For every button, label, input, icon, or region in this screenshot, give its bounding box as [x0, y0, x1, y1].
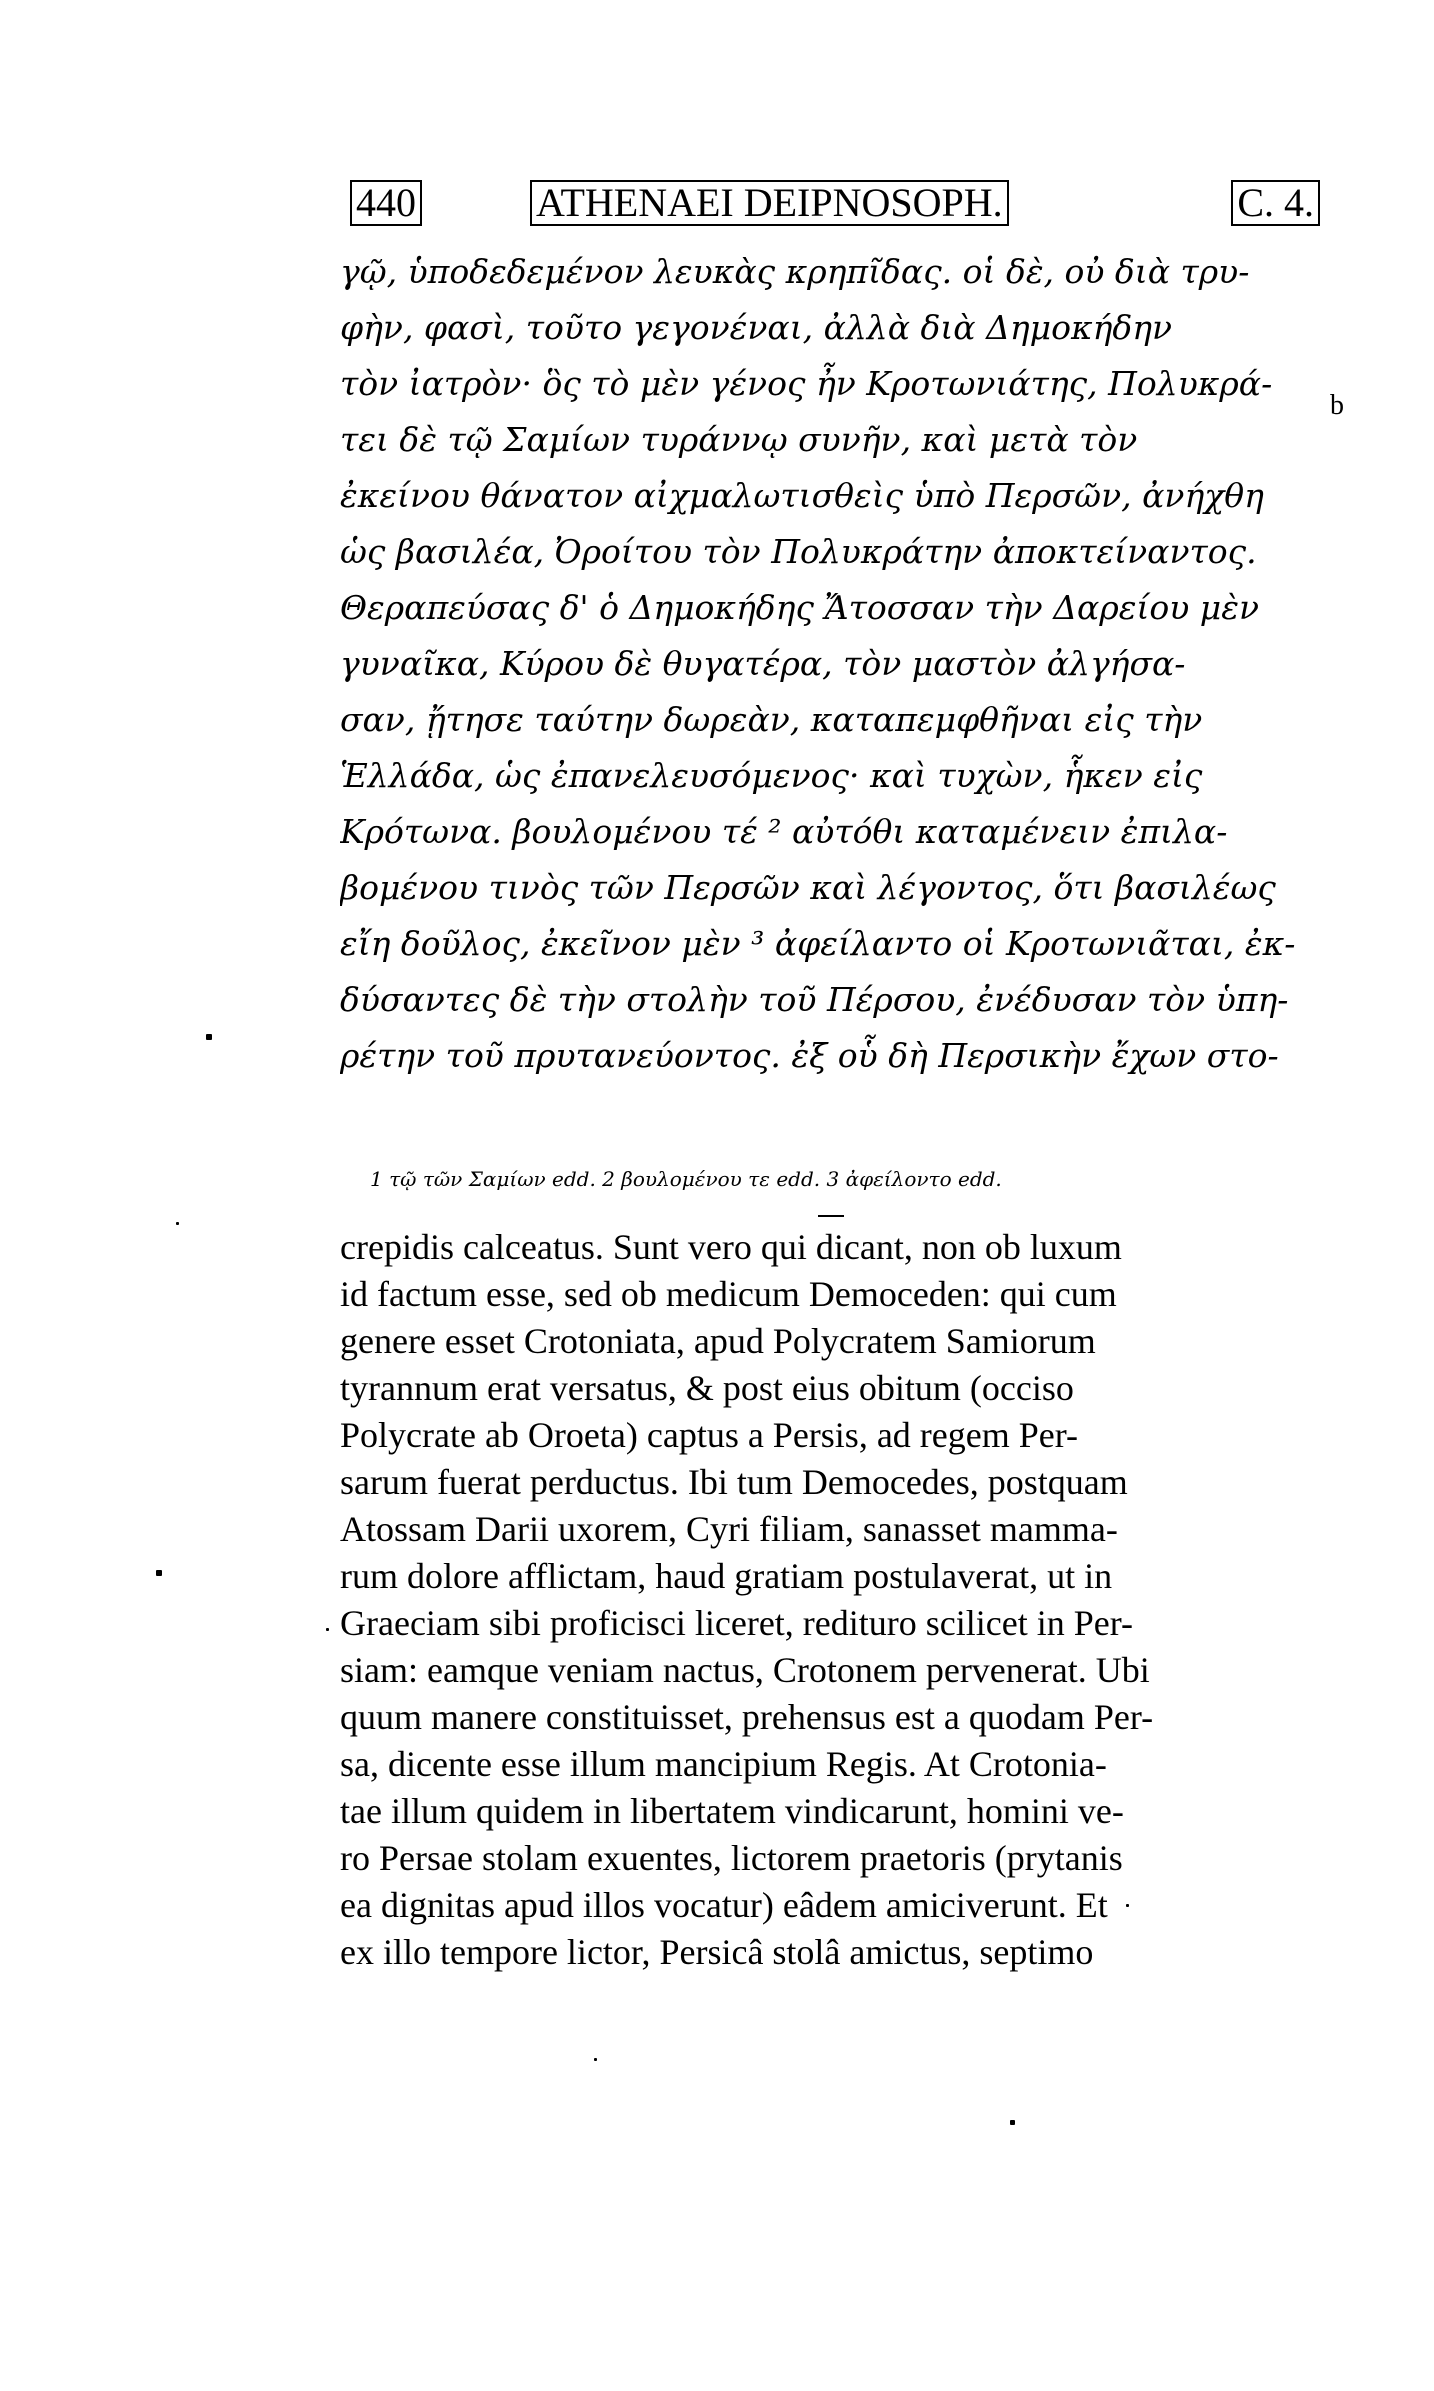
latin-line: siam: eamque veniam nactus, Crotonem pervenerat. Ubi [340, 1650, 1150, 1690]
greek-line: Κρότωνα. βουλομένου τέ ² αὐτόθι καταμένειν ἐπιλα- [340, 812, 1228, 851]
latin-line: ex illo tempore lictor, Persicâ stolâ amictus, septimo [340, 1932, 1094, 1972]
greek-line: ρέτην τοῦ πρυτανεύοντος. ἐξ οὗ δὴ Περσικὴν ἔχων στο- [340, 1036, 1279, 1075]
margin-letter: b [1330, 390, 1344, 421]
latin-line: rum dolore afflictam, haud gratiam postulaverat, ut in [340, 1556, 1113, 1596]
latin-line: Graeciam sibi proficisci liceret, redituro scilicet in Per- [340, 1603, 1133, 1643]
greek-line: Θεραπεύσας δ' ὁ Δημοκήδης Ἄτοσσαν τὴν Δαρείου μὲν [340, 588, 1260, 627]
latin-line: Atossam Darii uxorem, Cyri filiam, sanasset mamma- [340, 1509, 1118, 1549]
speck [176, 1222, 179, 1225]
latin-line: crepidis calceatus. Sunt vero qui dicant, non ob luxum [340, 1227, 1122, 1267]
latin-line: Polycrate ab Oroeta) captus a Persis, ad regem Per- [340, 1415, 1078, 1455]
latin-line: genere esset Crotoniata, apud Polycratem Samiorum [340, 1321, 1096, 1361]
greek-line: δύσαντες δὲ τὴν στολὴν τοῦ Πέρσου, ἐνέδυσαν τὸν ὑπη- [340, 980, 1289, 1019]
greek-text-block [340, 244, 1320, 1084]
greek-line: βομένου τινὸς τῶν Περσῶν καὶ λέγοντος, ὅτι βασιλέως [340, 868, 1276, 907]
greek-line: εἴη δοῦλος, ἐκεῖνον μὲν ³ ἀφείλαντο οἱ Κροτωνιᾶται, ἐκ- [340, 924, 1296, 963]
latin-line: ea dignitas apud illos vocatur) eâdem amiciverunt. Et [340, 1885, 1108, 1925]
latin-line: quum manere constituisset, prehensus est a quodam Per- [340, 1697, 1154, 1737]
greek-line: Ἑλλάδα, ὡς ἐπανελευσόμενος· καὶ τυχὼν, ἧκεν εἰς [340, 756, 1203, 795]
latin-line: ro Persae stolam exuentes, lictorem praetoris (prytanis [340, 1838, 1123, 1878]
running-title: ATHENAEI DEIPNOSOPH. [530, 180, 1009, 226]
chapter-marker: C. 4. [1231, 180, 1320, 226]
latin-line: sa, dicente esse illum mancipium Regis. At Crotonia- [340, 1744, 1107, 1784]
speck [326, 1628, 329, 1631]
speck [156, 1570, 162, 1576]
speck [1010, 2120, 1015, 2125]
speck [594, 2058, 597, 2061]
separator-rule [818, 1215, 844, 1217]
latin-line: tyrannum erat versatus, & post eius obitum (occiso [340, 1368, 1074, 1408]
latin-line: tae illum quidem in libertatem vindicarunt, homini ve- [340, 1791, 1124, 1831]
greek-line: γῷ, ὑποδεδεμένον λευκὰς κρηπῖδας. οἱ δὲ, οὐ διὰ τρυ- [340, 252, 1250, 291]
greek-line: γυναῖκα, Κύρου δὲ θυγατέρα, τὸν μαστὸν ἀλγήσα- [340, 644, 1186, 683]
greek-line: τει δὲ τῷ Σαμίων τυράννῳ συνῆν, καὶ μετὰ τὸν [340, 420, 1138, 459]
greek-line: φὴν, φασὶ, τοῦτο γεγονέναι, ἀλλὰ διὰ Δημοκήδην [340, 308, 1173, 347]
greek-line: ὡς βασιλέα, Ὀροίτου τὸν Πολυκράτην ἀποκτείναντος. [340, 532, 1257, 571]
greek-line: τὸν ἰατρὸν· ὃς τὸ μὲν γένος ἦν Κροτωνιάτης, Πολυκρά- [340, 364, 1273, 403]
greek-line: ἐκείνου θάνατον αἰχμαλωτισθεὶς ὑπὸ Περσῶν, ἀνήχθη [340, 476, 1264, 515]
footnotes: 1 τῷ τῶν Σαμίων edd. 2 βουλομένου τε edd. 3 ἀφείλοντο edd. [370, 1167, 1002, 1191]
speck [206, 1034, 212, 1040]
latin-line: sarum fuerat perductus. Ibi tum Democedes, postquam [340, 1462, 1128, 1502]
greek-line: σαν, ᾔτησε ταύτην δωρεὰν, καταπεμφθῆναι εἰς τὴν [340, 700, 1203, 739]
page-header [340, 180, 1320, 230]
latin-line: id factum esse, sed ob medicum Democeden: qui cum [340, 1274, 1117, 1314]
latin-text-block [340, 1224, 1320, 1976]
page-number: 440 [350, 180, 422, 226]
speck [1126, 1904, 1129, 1907]
